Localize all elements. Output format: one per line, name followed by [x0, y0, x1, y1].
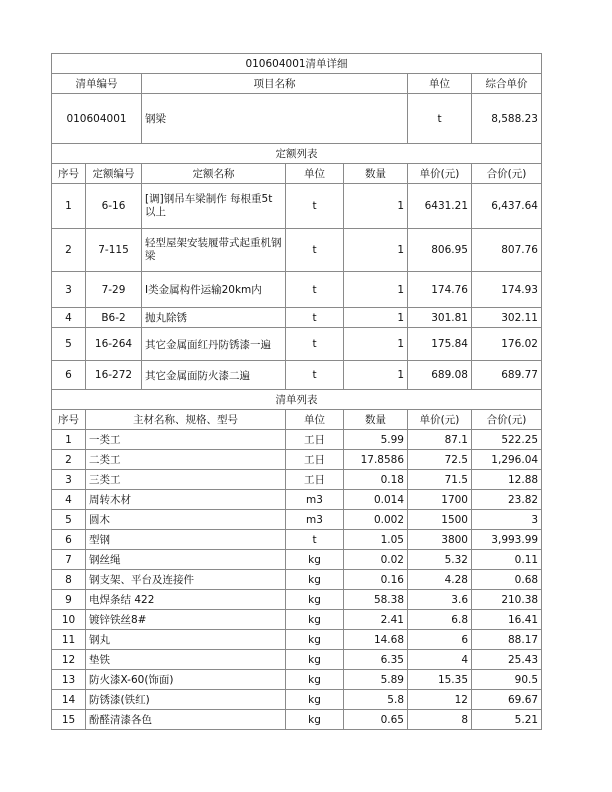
mat-qty: 5.89 — [344, 670, 408, 690]
mat-no: 14 — [52, 690, 86, 710]
mat-name: 钢丝绳 — [86, 550, 286, 570]
quota-name: 轻型屋架安装履带式起重机钢梁 — [142, 229, 286, 272]
mat-no: 12 — [52, 650, 86, 670]
mat-total: 16.41 — [472, 610, 542, 630]
mat-unit: kg — [286, 550, 344, 570]
mat-qty: 5.8 — [344, 690, 408, 710]
quota-total: 807.76 — [472, 229, 542, 272]
quota-table — [51, 143, 542, 390]
quota-total: 6,437.64 — [472, 184, 542, 229]
quota-qty: 1 — [344, 361, 408, 390]
quota-code: 7-29 — [86, 272, 142, 308]
mat-name: 一类工 — [86, 430, 286, 450]
mat-name: 钢支架、平台及连接件 — [86, 570, 286, 590]
mat-price: 5.32 — [408, 550, 472, 570]
mat-no: 15 — [52, 710, 86, 730]
quota-price: 806.95 — [408, 229, 472, 272]
quota-qty: 1 — [344, 308, 408, 328]
mat-price: 71.5 — [408, 470, 472, 490]
quota-no: 5 — [52, 328, 86, 361]
mat-no: 11 — [52, 630, 86, 650]
quota-no: 2 — [52, 229, 86, 272]
table-row — [52, 670, 542, 690]
mat-qty: 0.02 — [344, 550, 408, 570]
quota-price: 301.81 — [408, 308, 472, 328]
mat-price: 6 — [408, 630, 472, 650]
mat-no: 8 — [52, 570, 86, 590]
quota-code: 16-272 — [86, 361, 142, 390]
mat-col-unit: 单位 — [286, 410, 344, 430]
quota-col-unit: 单位 — [286, 164, 344, 184]
quota-row — [52, 308, 542, 328]
mat-col-name: 主材名称、规格、型号 — [86, 410, 286, 430]
mat-price: 3.6 — [408, 590, 472, 610]
mat-qty: 1.05 — [344, 530, 408, 550]
quota-row — [52, 229, 542, 272]
mat-name: 周转木材 — [86, 490, 286, 510]
quota-col-name: 定额名称 — [142, 164, 286, 184]
mat-qty: 0.18 — [344, 470, 408, 490]
mat-no: 2 — [52, 450, 86, 470]
table-row — [52, 710, 542, 730]
quota-qty: 1 — [344, 229, 408, 272]
quota-no: 3 — [52, 272, 86, 308]
quota-row — [52, 328, 542, 361]
mat-total: 0.11 — [472, 550, 542, 570]
mat-qty: 0.014 — [344, 490, 408, 510]
mat-qty: 0.16 — [344, 570, 408, 590]
mat-col-total: 合价(元) — [472, 410, 542, 430]
quota-qty: 1 — [344, 328, 408, 361]
mat-qty: 2.41 — [344, 610, 408, 630]
mat-unit: kg — [286, 610, 344, 630]
mat-col-no: 序号 — [52, 410, 86, 430]
mat-qty: 6.35 — [344, 650, 408, 670]
mat-unit: kg — [286, 590, 344, 610]
mat-unit: kg — [286, 630, 344, 650]
mat-price: 72.5 — [408, 450, 472, 470]
bill-row — [52, 94, 542, 144]
table-row — [52, 570, 542, 590]
quota-unit: t — [286, 184, 344, 229]
mat-qty: 0.65 — [344, 710, 408, 730]
mat-unit: kg — [286, 710, 344, 730]
quota-code: 7-115 — [86, 229, 142, 272]
quota-name: 抛丸除锈 — [142, 308, 286, 328]
table-row — [52, 690, 542, 710]
mat-name: 防火漆X-60(饰面) — [86, 670, 286, 690]
quota-col-price: 单价(元) — [408, 164, 472, 184]
mat-no: 5 — [52, 510, 86, 530]
mat-total: 88.17 — [472, 630, 542, 650]
mat-name: 三类工 — [86, 470, 286, 490]
mat-total: 12.88 — [472, 470, 542, 490]
mat-no: 4 — [52, 490, 86, 510]
mat-name: 二类工 — [86, 450, 286, 470]
mat-qty: 17.8586 — [344, 450, 408, 470]
mat-unit: 工日 — [286, 450, 344, 470]
quota-unit: t — [286, 361, 344, 390]
mat-no: 10 — [52, 610, 86, 630]
table-row — [52, 450, 542, 470]
quota-name: 其它金属面红丹防锈漆一遍 — [142, 328, 286, 361]
mat-name: 垫铁 — [86, 650, 286, 670]
mat-no: 13 — [52, 670, 86, 690]
quota-no: 6 — [52, 361, 86, 390]
quota-section-title: 定额列表 — [52, 144, 542, 164]
mat-total: 522.25 — [472, 430, 542, 450]
mat-col-price: 单价(元) — [408, 410, 472, 430]
quota-name: 其它金属面防火漆二遍 — [142, 361, 286, 390]
mat-name: 电焊条结 422 — [86, 590, 286, 610]
mat-total: 25.43 — [472, 650, 542, 670]
materials-body — [52, 430, 542, 730]
mat-total: 5.21 — [472, 710, 542, 730]
materials-section-title: 清单列表 — [52, 390, 542, 410]
quota-col-code: 定额编号 — [86, 164, 142, 184]
col-header-price: 综合单价 — [472, 74, 542, 94]
quota-total: 689.77 — [472, 361, 542, 390]
mat-unit: 工日 — [286, 470, 344, 490]
quota-code: B6-2 — [86, 308, 142, 328]
quota-price: 174.76 — [408, 272, 472, 308]
table-row — [52, 490, 542, 510]
quota-total: 302.11 — [472, 308, 542, 328]
mat-no: 9 — [52, 590, 86, 610]
quota-no: 1 — [52, 184, 86, 229]
table-row — [52, 510, 542, 530]
mat-unit: 工日 — [286, 430, 344, 450]
mat-unit: m3 — [286, 510, 344, 530]
mat-price: 1700 — [408, 490, 472, 510]
mat-no: 7 — [52, 550, 86, 570]
quota-unit: t — [286, 328, 344, 361]
bill-price: 8,588.23 — [472, 94, 542, 144]
mat-unit: kg — [286, 690, 344, 710]
col-header-code: 清单编号 — [52, 74, 142, 94]
col-header-unit: 单位 — [408, 74, 472, 94]
mat-total: 3,993.99 — [472, 530, 542, 550]
col-header-name: 项目名称 — [142, 74, 408, 94]
quota-name: [调]钢吊车梁制作 每根重5t以上 — [142, 184, 286, 229]
mat-no: 1 — [52, 430, 86, 450]
mat-no: 3 — [52, 470, 86, 490]
mat-qty: 0.002 — [344, 510, 408, 530]
quota-code: 6-16 — [86, 184, 142, 229]
mat-total: 23.82 — [472, 490, 542, 510]
mat-price: 4.28 — [408, 570, 472, 590]
table-row — [52, 550, 542, 570]
mat-price: 87.1 — [408, 430, 472, 450]
quota-total: 174.93 — [472, 272, 542, 308]
quota-col-no: 序号 — [52, 164, 86, 184]
mat-total: 210.38 — [472, 590, 542, 610]
table-row — [52, 610, 542, 630]
mat-total: 69.67 — [472, 690, 542, 710]
mat-no: 6 — [52, 530, 86, 550]
mat-price: 15.35 — [408, 670, 472, 690]
table-row — [52, 650, 542, 670]
table-row — [52, 530, 542, 550]
mat-total: 90.5 — [472, 670, 542, 690]
bill-summary-table — [51, 53, 542, 144]
quota-unit: t — [286, 308, 344, 328]
mat-total: 3 — [472, 510, 542, 530]
mat-price: 6.8 — [408, 610, 472, 630]
quota-price: 689.08 — [408, 361, 472, 390]
bill-title: 010604001清单详细 — [52, 54, 542, 74]
mat-qty: 5.99 — [344, 430, 408, 450]
table-row — [52, 430, 542, 450]
mat-unit: kg — [286, 570, 344, 590]
mat-qty: 58.38 — [344, 590, 408, 610]
materials-table — [51, 389, 542, 730]
table-row — [52, 470, 542, 490]
mat-price: 1500 — [408, 510, 472, 530]
mat-unit: m3 — [286, 490, 344, 510]
quota-qty: 1 — [344, 184, 408, 229]
table-row — [52, 630, 542, 650]
quota-price: 6431.21 — [408, 184, 472, 229]
bill-unit: t — [408, 94, 472, 144]
mat-unit: t — [286, 530, 344, 550]
mat-qty: 14.68 — [344, 630, 408, 650]
quota-total: 176.02 — [472, 328, 542, 361]
quota-price: 175.84 — [408, 328, 472, 361]
quota-col-total: 合价(元) — [472, 164, 542, 184]
quota-row — [52, 361, 542, 390]
quota-code: 16-264 — [86, 328, 142, 361]
quota-col-qty: 数量 — [344, 164, 408, 184]
quota-unit: t — [286, 272, 344, 308]
mat-name: 镀锌铁丝8# — [86, 610, 286, 630]
mat-name: 防锈漆(铁红) — [86, 690, 286, 710]
table-row — [52, 590, 542, 610]
mat-price: 8 — [408, 710, 472, 730]
mat-name: 酚醛清漆各色 — [86, 710, 286, 730]
quota-qty: 1 — [344, 272, 408, 308]
mat-name: 型钢 — [86, 530, 286, 550]
mat-name: 钢丸 — [86, 630, 286, 650]
quota-unit: t — [286, 229, 344, 272]
mat-total: 0.68 — [472, 570, 542, 590]
mat-total: 1,296.04 — [472, 450, 542, 470]
quota-no: 4 — [52, 308, 86, 328]
bill-name: 钢梁 — [142, 94, 408, 144]
mat-price: 3800 — [408, 530, 472, 550]
mat-name: 圆木 — [86, 510, 286, 530]
quota-row — [52, 184, 542, 229]
mat-col-qty: 数量 — [344, 410, 408, 430]
mat-unit: kg — [286, 670, 344, 690]
bill-code: 010604001 — [52, 94, 142, 144]
mat-price: 12 — [408, 690, 472, 710]
quota-row — [52, 272, 542, 308]
quota-name: Ⅰ类金属构件运输20km内 — [142, 272, 286, 308]
mat-unit: kg — [286, 650, 344, 670]
mat-price: 4 — [408, 650, 472, 670]
